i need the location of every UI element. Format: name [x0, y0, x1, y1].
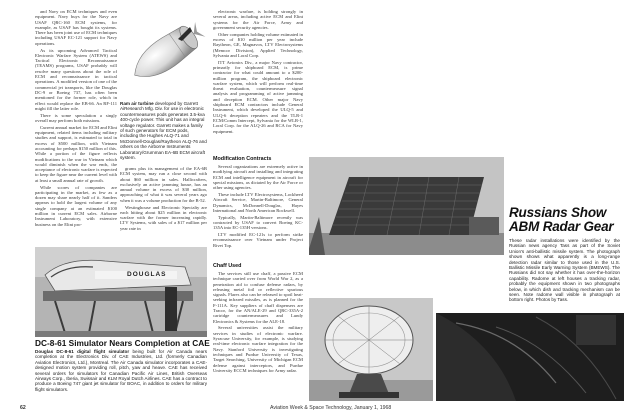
paragraph: grams plus its management of the EA-6B ECM system, may run a close second with about $60 million in sales. Hallicrafters, exclusively an active jamming house, has an annual volume in excess of $30 million, approaching of what it was several years ago when it was a volume production for the B-52.: [120, 166, 207, 203]
modification-heading: Modification Contracts: [213, 156, 272, 162]
caption-lead: Ram air turbine: [120, 101, 154, 106]
paragraph: While scores of companies are participating in the market, as few as a dozen may share nearly half of it. Sanders appears to hold the largest volume of any single company at an estimated $100 million in current ECM sales. Airborne Instrument Laboratory, with extensive business on the Elint pro-: [35, 184, 117, 227]
radome-wall-photo: [436, 313, 624, 401]
paragraph: Typically, Martin-Baltimore recently was contracted by USAF to convert Boeing KC-135A into EC-135H versions.: [213, 214, 303, 231]
page-number: 62: [20, 405, 26, 411]
dish-illustration: [309, 298, 433, 401]
paragraph: ITT Avionics Div., a major Navy contractor, primarily for shipboard ECM, is prime contractor for what could amount to a $200-million program, the shipboard electronic warfare system, which will perform real-time threat evaluation, countermeasure signal analysis and programming of active jamming and deception ECM. Other major Navy shipboard ECM contractors include General Instrument, which developed the ULQ-5 and ULQ-6 deception repeaters and the TLR-1 ECM/Comm Intercept, Sylvania for the WLR-1, Loral Corp. for the ALQ-26 and RCA for Navy equipment.: [213, 59, 303, 134]
dc8-caption: [35, 349, 207, 401]
caption-lead: Douglas DC-8-61 digital flight simulator: [35, 349, 130, 354]
radar-array-illustration: [309, 157, 504, 255]
paragraph: and Navy on ECM techniques and even equipment. Navy buys for the Navy are USAF QRC-160 ECM systems, for example, as USAF has bought its systems. There has been joint use of ECM techniques including USAF EC-121 support for Navy operations.: [35, 9, 117, 46]
paragraph: As its upcoming Advanced Tactical Electronic Warfare System (ATEWS) and Tactical Electronic Reconnaissance (TEAMS) programs, USAF probably will resolve many questions about the role of ECM and reconnaissance in tactical operations. A modified version of one of the commercial jet transports, like the Douglas DC-9 or Boeing 737, has often been mentioned for the former role, which in effect would replace the EB-66. An RF-111 might fill the latter role.: [35, 47, 117, 111]
caption-body: developed by Garrett AiResearch Mfg. Div. for use in electronic countermeasures pods generates 3.5-kva 400-cycle power. This unit has an integral voltage regulator. Garrett makes a family of such generators for ECM pods, including the Hughes ALQ-71 and McDonnell-Douglas/Raytheon ALQ-76 and others on the Airborne Instruments Laboratory/Grumman EA-6B ECM aircraft system.: [120, 101, 207, 161]
publication-line: Aviation Week & Space Technology, January 1, 1968: [270, 405, 392, 411]
article-column-3: [213, 9, 303, 155]
dc8-simulator-photo: [35, 247, 207, 337]
russians-caption: These radar installations were identified by the Russian news agency Tass as part of the Soviet Union's anti-ballistic missile system. The photograph shown shows what apparently is a long-range detection radar similar to those used in the U.S. Ballistic Missile Early Warning System (BMEWS). The Russians did not say whether it has over-the-horizon capability. Radome at left houses a tracking radar, probably the equipment shown in two photographs below, in which dish and tracking mechanism can be seen. Note radome wall visible in photograph at bottom right. Photos by Tass.: [509, 238, 620, 303]
headline-line-2: ABM Radar Gear: [509, 219, 614, 234]
paragraph: The services still use chaff, a passive ECM technique carried over from World War 2, as a penetration aid to confuse defense radars, by releasing metal foil or reflective spurious signals. Flares also can be released to spoil heat-seeking infrared missiles, as is planned for the F-111A. Key suppliers of chaff dispensers are Tracor, for the AN/ALE-29 and QRC-335A-2 cartridge countermeasures and Lundy Electronics & Systems for the ALE-18.: [213, 271, 303, 324]
modification-section: [213, 164, 303, 262]
ram-air-turbine-photo: [120, 9, 207, 99]
paragraph: Westinghouse and Electronic Specialty are each hitting about $25 million in electronic warfare with the former increasing rapidly. LTV Systems, with sales of a $17 million per year rate in: [120, 204, 207, 231]
caption-body: being built for Air Canada nears completion at the Electronics Div. of CAE Industries, Ltd. (formerly Canadian Aviation Electronics, Ltd.), Montreal. The Air Canada simulator incorporates a CAE-designed motion system providing roll, pitch, yaw and heave. CAE has received several orders for simulators for Canadian Pacific Air Lines, British Overseas Airways Corp., Iberia, Swissair and KLM Royal Dutch Airlines. CAE has a contract to produce a Boeing 747 giant jet simulator for BOAC, in addition to orders for military flight simulators.: [35, 349, 207, 392]
simulator-illustration: [35, 247, 207, 337]
article-column-2: [120, 166, 207, 246]
paragraph: Several universities assist the military services in studies of electronic warfare. Syracuse University, for example, is studying real-time electronic warfare integration for the Navy. Stanford University is investigating techniques and Purdue University of Texas, Target Searching, University of Michigan ECM defense against interceptors, and Purdue University ECCM techniques for Army radar.: [213, 325, 303, 373]
paragraph: Other companies holding volume estimated in excess of $10 million per year include Raytheon, GE, Magnavox, LTV Electrosystems (Memcor Division), Applied Technology, Sylvania and Loral Corp.: [213, 31, 303, 58]
paragraph: These include LTV Electrosystems, Lockheed Aircraft Service, Martin-Baltimore, General Dynamics, McDonnell-Douglas, Hayes International and North American Rockwell.: [213, 191, 303, 213]
detection-radar-photo: [309, 157, 504, 255]
turbine-caption: [120, 101, 207, 165]
douglas-label: DOUGLAS: [127, 271, 167, 278]
radome-illustration: [436, 313, 624, 401]
chaff-heading: Chaff Used: [213, 263, 242, 269]
paragraph: electronic warfare, is holding strongly in several areas, including active ECM and Elint systems for the Air Force, Army and government security agencies.: [213, 9, 303, 30]
chaff-section: [213, 271, 303, 399]
paragraph: Several organizations are extremely active in modifying aircraft and installing and integrating ECM and intelligence equipment in aircraft for special missions, as dictated by the Air Force or other using agencies.: [213, 164, 303, 191]
headline-line-1: Russians Show: [509, 205, 607, 220]
turbine-illustration: [120, 9, 207, 99]
dc8-headline: DC-8-61 Simulator Nears Completion at CAE: [35, 338, 210, 348]
paragraph: Current annual market for ECM and Elint equipment, related items including military studies and support, is estimated to total in excess of $500 million, with Vietnam accounting for perhaps $150 million of this. While a portion of the figure reflects modifications to the war in Vietnam which would diminish when the war ends, the acceptance of electronic warfare is expected to keep the figure near the current level with at least a small annual rate of growth.: [35, 124, 117, 183]
tracking-dish-photo: [309, 298, 433, 401]
paragraph: LTV modified EC-121s to perform strike reconnaissance over Vietnam under Project Rivet Top.: [213, 232, 303, 248]
paragraph: There is some speculation a singly overall may perform both missions.: [35, 112, 117, 123]
russians-headline: [509, 206, 613, 234]
